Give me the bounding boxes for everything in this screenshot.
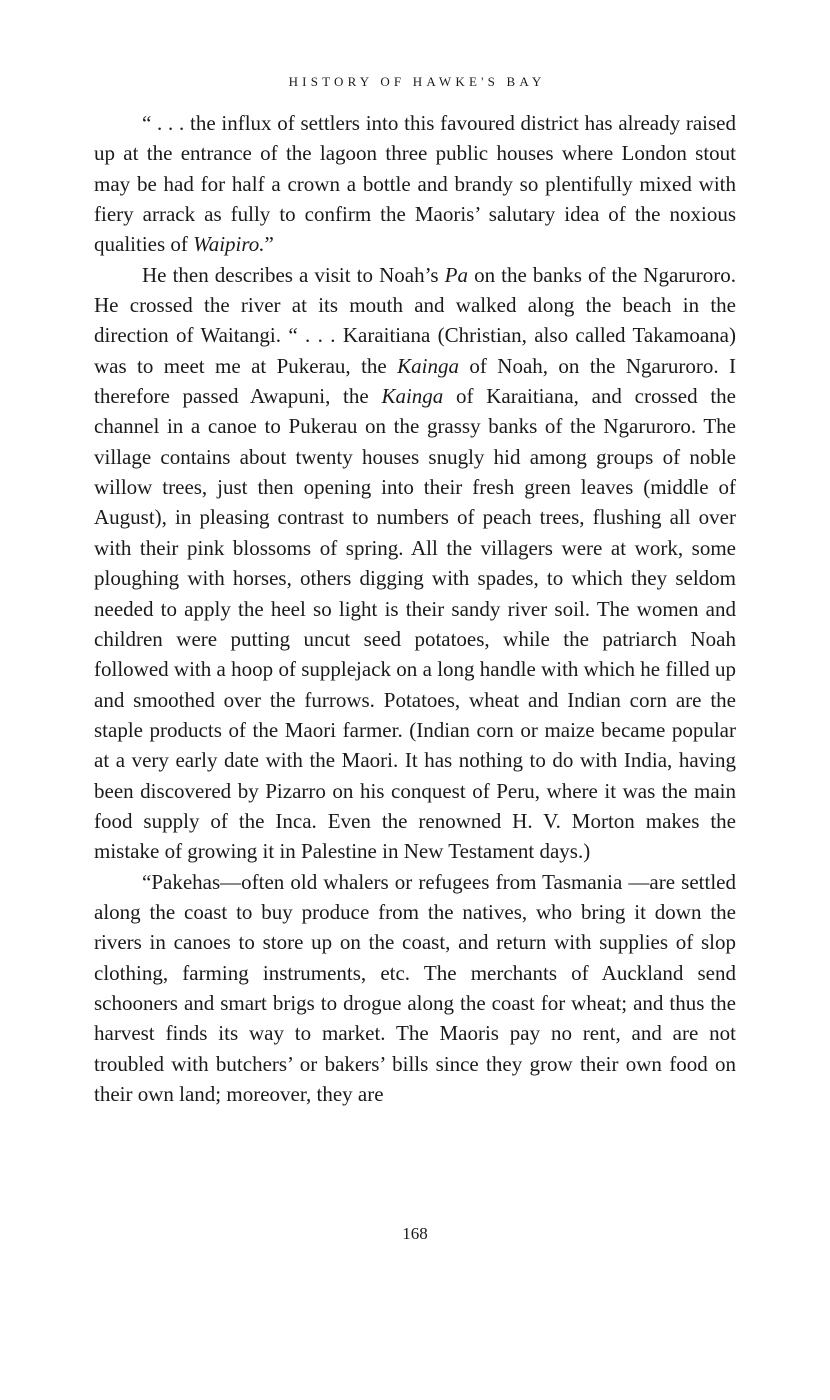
text-run: of Noah, on the Ngaruroro. I therefore passed Awapuni, the <box>94 353 737 409</box>
text-run: “ . . . the influx of settlers into this favoured district has already raised up at the entrance of the lagoon three public houses where London stout may be had for half a crown a bottle and brandy so plentifully mixed with fiery arrack as fully to confirm the Maoris’ salutary idea of the noxious qualities of <box>94 111 736 257</box>
italic-term: Waipiro. <box>193 232 265 257</box>
italic-term: Pa <box>444 262 468 287</box>
italic-term: Kainga <box>381 384 444 409</box>
text-run: ” <box>264 232 274 257</box>
running-head: HISTORY OF HAWKE'S BAY <box>288 74 546 89</box>
italic-term: Kainga <box>397 353 459 378</box>
text-run: He then describes a visit to Noah’s <box>142 262 445 287</box>
text-run: on the banks of the Ngaruroro. He crossed the river at its mouth and walked along the beach in the direction of Waitangi. “ . . . Karaitiana (Christian, also called Takamoana) was to meet me at Pukerau, the <box>94 262 736 378</box>
body-text <box>94 108 736 1109</box>
text-run: of Karaitiana, and crossed the channel in a canoe to Pukerau on the grassy banks of the Ngaruroro. The village contains about twenty houses snugly hid among groups of noble willow trees, just then opening into their fresh green leaves (middle of August), in pleasing contrast to numbers of peach trees, flushing all over with their pink blossoms of spring. All the villagers were at work, some ploughing with horses, others digging with spades, to which they seldom needed to apply the heel so light is their sandy river soil. The women and children were putting uncut seed potatoes, while the patriarch Noah followed with a hoop of supplejack on a long handle with which he filled up and smoothed over the furrows. Potatoes, wheat and Indian corn are the staple products of the Maori farmer. (Indian corn or maize became popular at a very early date with the Maori. It has nothing to do with India, having been discovered by Pizarro on his conquest of Peru, where it was the main food supply of the Inca. Even the renowned H. V. Morton makes the mistake of growing it in Palestine in New Testament days.) <box>94 384 736 864</box>
page-number: 168 <box>402 1224 428 1243</box>
paragraph <box>94 867 736 1110</box>
paragraph <box>94 260 736 867</box>
paragraph <box>94 108 736 260</box>
text-run: “Pakehas—often old whalers or refugees from Tasmania —are settled along the coast to buy produce from the natives, who bring it down the rivers in canoes to store up on the coast, and return with supplies of slop clothing, farming instruments, etc. The merchants of Auckland send schooners and smart brigs to drogue along the coast for wheat; and thus the harvest finds its way to market. The Maoris pay no rent, and are not troubled with butchers’ or bakers’ bills since they grow their own food on their own land; moreover, they are <box>94 869 736 1106</box>
book-page <box>94 74 736 1109</box>
